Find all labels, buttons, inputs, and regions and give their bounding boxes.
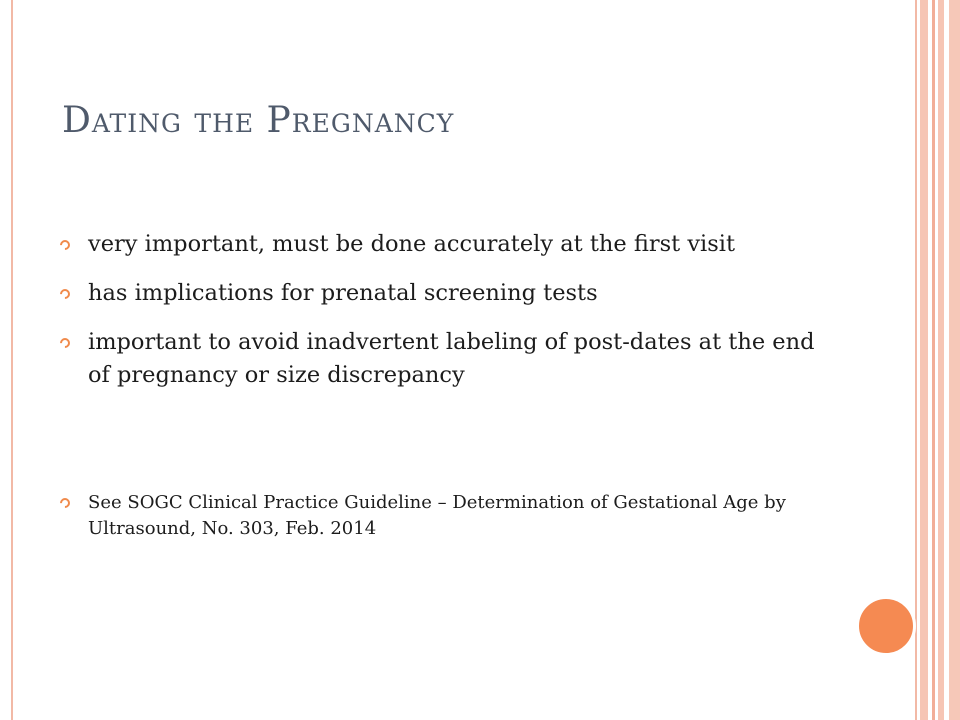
reference-note bbox=[60, 490, 820, 542]
bullet-circle-icon bbox=[58, 336, 72, 350]
decorative-circle bbox=[856, 596, 916, 656]
bullet-item bbox=[60, 277, 820, 310]
reference-text: See SOGC Clinical Practice Guideline – Determination of Gestational Age by Ultrasound, No. 303, Feb. 2014 bbox=[88, 492, 786, 539]
bullet-list bbox=[60, 228, 820, 558]
bullet-text: important to avoid inadvertent labeling of post-dates at the end of pregnancy or size discrepancy bbox=[88, 329, 815, 388]
bullet-item bbox=[60, 326, 820, 392]
slide-title: Dating the Pregnancy bbox=[62, 100, 455, 141]
bullet-text: has implications for prenatal screening tests bbox=[88, 280, 598, 306]
bullet-item bbox=[60, 228, 820, 261]
stripe bbox=[920, 0, 928, 720]
bullet-circle-icon bbox=[58, 287, 72, 301]
bullet-circle-icon bbox=[58, 496, 72, 510]
bullet-circle-icon bbox=[58, 238, 72, 252]
stripe bbox=[949, 0, 960, 720]
bullet-text: very important, must be done accurately at the first visit bbox=[88, 231, 736, 257]
decorative-stripes bbox=[920, 0, 960, 720]
